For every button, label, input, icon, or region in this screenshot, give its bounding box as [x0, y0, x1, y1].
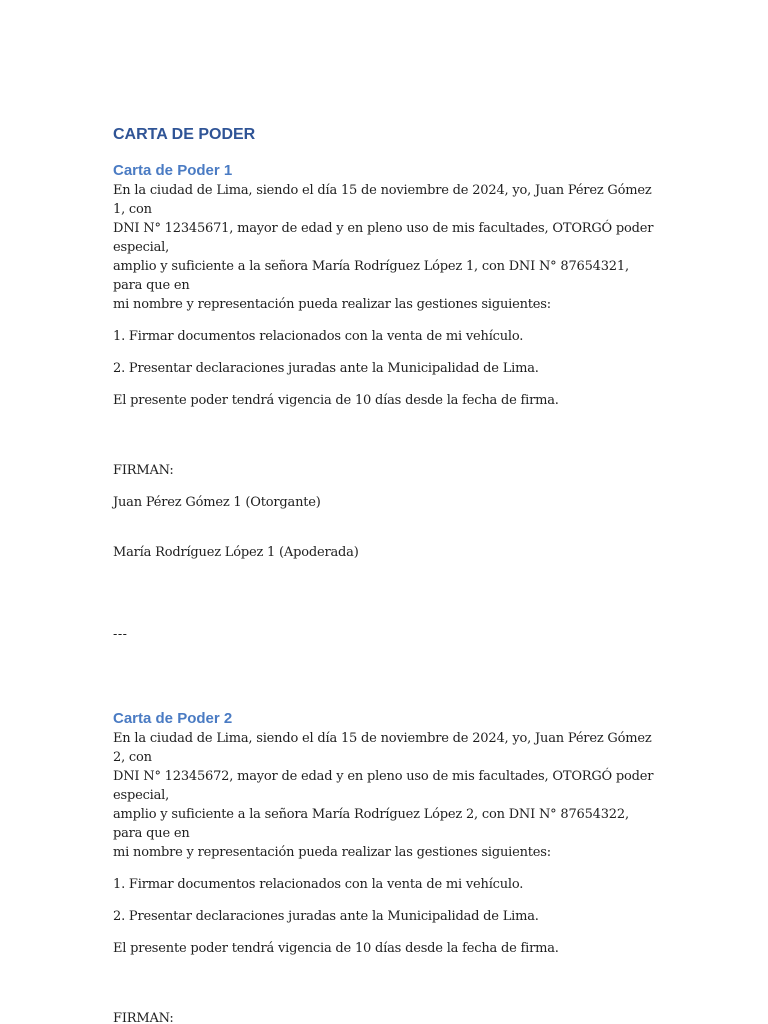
grantor-signature-line: Juan Pérez Gómez 1 (Otorgante) — [113, 495, 321, 510]
body-line: amplio y suficiente a la señora María Rodríguez López 2, con DNI N° 87654322, para que en — [113, 807, 629, 841]
list-item: 1. Firmar documentos relacionados con la venta de mi vehículo. — [113, 329, 524, 344]
body-line: amplio y suficiente a la señora María Rodríguez López 1, con DNI N° 87654321, para que en — [113, 259, 629, 293]
power-letter-section — [113, 709, 658, 1024]
section-heading: Carta de Poder 1 — [113, 162, 233, 179]
document-title: CARTA DE PODER — [113, 126, 256, 143]
attorney-signature-line: María Rodríguez López 1 (Apoderada) — [113, 545, 359, 560]
list-item: 2. Presentar declaraciones juradas ante la Municipalidad de Lima. — [113, 909, 539, 924]
body-line: En la ciudad de Lima, siendo el día 15 de noviembre de 2024, yo, Juan Pérez Gómez 1, con — [113, 183, 652, 217]
body-line: DNI N° 12345672, mayor de edad y en pleno uso de mis facultades, OTORGÓ poder especial, — [113, 769, 654, 803]
body-line: En la ciudad de Lima, siendo el día 15 de noviembre de 2024, yo, Juan Pérez Gómez 2, con — [113, 731, 652, 765]
body-line: mi nombre y representación pueda realizar las gestiones siguientes: — [113, 845, 551, 860]
list-item: 1. Firmar documentos relacionados con la venta de mi vehículo. — [113, 877, 524, 892]
list-item: 2. Presentar declaraciones juradas ante la Municipalidad de Lima. — [113, 361, 539, 376]
signers-label: FIRMAN: — [113, 1011, 174, 1024]
section-body — [113, 729, 658, 862]
signers-label: FIRMAN: — [113, 463, 174, 478]
section-heading: Carta de Poder 2 — [113, 710, 233, 727]
power-letter-section — [113, 161, 658, 562]
section-separator: --- — [113, 627, 128, 641]
section-body — [113, 181, 658, 314]
validity-text: El presente poder tendrá vigencia de 10 días desde la fecha de firma. — [113, 393, 559, 408]
body-line: mi nombre y representación pueda realizar las gestiones siguientes: — [113, 297, 551, 312]
document-content — [113, 124, 658, 1024]
body-line: DNI N° 12345671, mayor de edad y en pleno uso de mis facultades, OTORGÓ poder especial, — [113, 221, 654, 255]
validity-text: El presente poder tendrá vigencia de 10 días desde la fecha de firma. — [113, 941, 559, 956]
